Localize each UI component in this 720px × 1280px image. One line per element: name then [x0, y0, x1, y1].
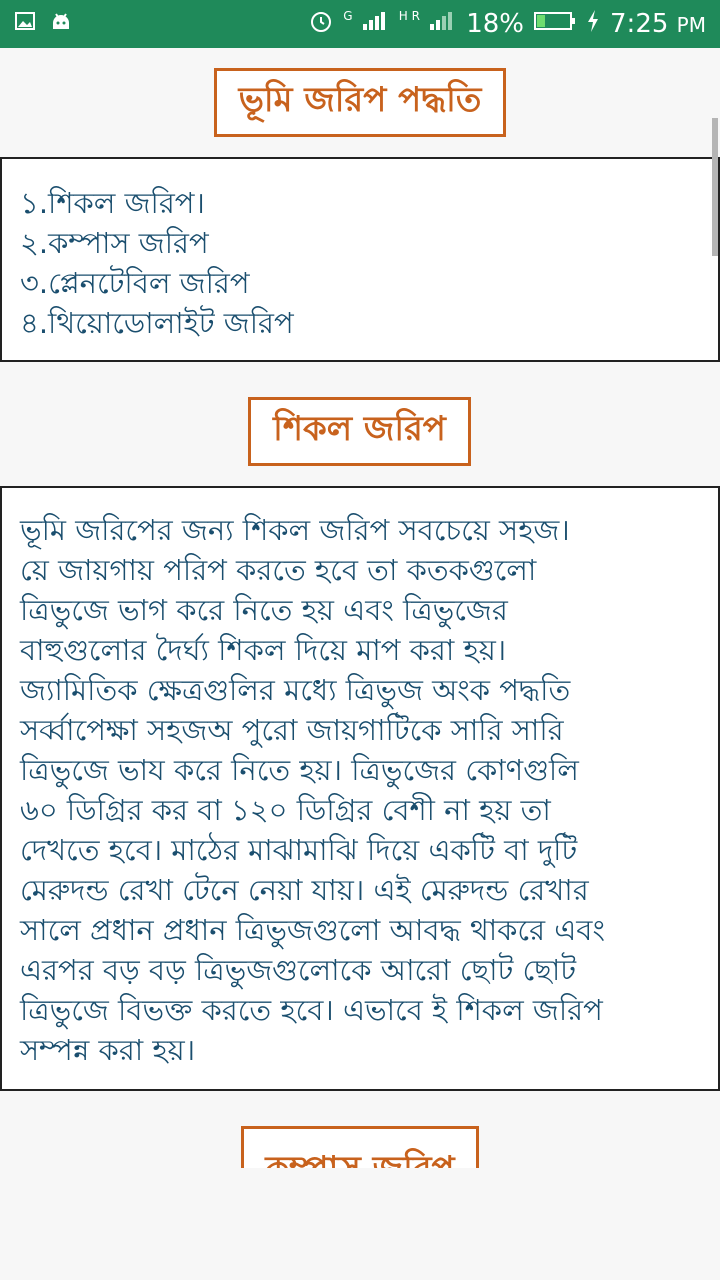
scrollbar-thumb[interactable] [712, 118, 718, 256]
paragraph-line: সম্পন্ন করা হয়। [20, 1033, 196, 1067]
list-item: ১.শিকল জরিপ। [20, 186, 205, 220]
article-content[interactable] [0, 48, 720, 1168]
section-title-1: ভূমি জরিপ পদ্ধতি [238, 80, 482, 120]
paragraph-line: বাহুগুলোর দৈর্ঘ্য শিকল দিয়ে মাপ করা হয়। [20, 633, 507, 667]
alarm-icon [309, 9, 333, 40]
battery-percent: 18% [466, 9, 525, 39]
paragraph-line: ত্রিভুজে ভায করে নিতে হয়। ত্রিভুজের কোণগুলি [20, 753, 579, 787]
list-item: ২.কম্পাস জরিপ [20, 226, 209, 260]
time: 7:25 [610, 9, 669, 39]
bottom-blank-area [0, 1168, 720, 1280]
image-notification-icon [14, 10, 36, 36]
signal-label-2: H R [398, 9, 420, 23]
paragraph-line: সালে প্রধান প্রধান ত্রিভুজগুলো আবদ্ধ থাকরে এবং [20, 913, 605, 947]
paragraph-line: ত্রিভুজে বিভক্ত করতে হবে। এভাবে ই শিকল জরিপ [20, 993, 603, 1027]
section-title-box-2 [248, 397, 471, 466]
section-text-box-2 [0, 486, 720, 1091]
paragraph-line: জ্যামিতিক ক্ষেত্রগুলির মধ্যে ত্রিভুজ অংক পদ্ধতি [20, 673, 571, 707]
paragraph-line: এরপর বড় বড় ত্রিভুজগুলোকে আরো ছোট ছোট [20, 953, 577, 987]
section-title-2: শিকল জরিপ [273, 409, 446, 449]
battery-icon [534, 9, 576, 39]
status-bar [0, 0, 720, 48]
signal-label-1: G [343, 9, 353, 23]
paragraph-line: দেখতে হবে। মাঠের মাঝামাঝি দিয়ে একটি বা দুটি [20, 833, 578, 867]
paragraph-line: ৬০ ডিগ্রির কর বা ১২০ ডিগ্রির বেশী না হয় তা [20, 793, 551, 827]
paragraph-line: মেরুদন্ড রেখা টেনে নেয়া যায়। এই মেরুদন্ড রেখার [20, 873, 589, 907]
paragraph-line: ত্রিভুজে ভাগ করে নিতে হয় এবং ত্রিভুজের [20, 593, 508, 627]
clock-time [610, 9, 706, 39]
paragraph-line: য়ে জায়গায় পরিপ করতে হবে তা কতকগুলো [20, 553, 537, 587]
time-ampm: PM [676, 13, 706, 37]
charging-bolt-icon [586, 9, 600, 40]
android-notification-icon [50, 10, 72, 36]
paragraph-line: ভূমি জরিপের জন্য শিকল জরিপ সবচেয়ে সহজ। [20, 513, 570, 547]
signal-strength-icon-2 [399, 9, 456, 39]
list-item: ৩.প্লেনটেবিল জরিপ [20, 266, 250, 300]
list-item: ৪.থিয়োডোলাইট জরিপ [20, 306, 294, 340]
paragraph-line: সর্ব্বাপেক্ষা সহজঅ পুরো জায়গাটিকে সারি সারি [20, 713, 564, 747]
signal-strength-icon-1 [343, 9, 389, 39]
section-text-box-1 [0, 157, 720, 362]
section-title-box-1 [214, 68, 506, 137]
